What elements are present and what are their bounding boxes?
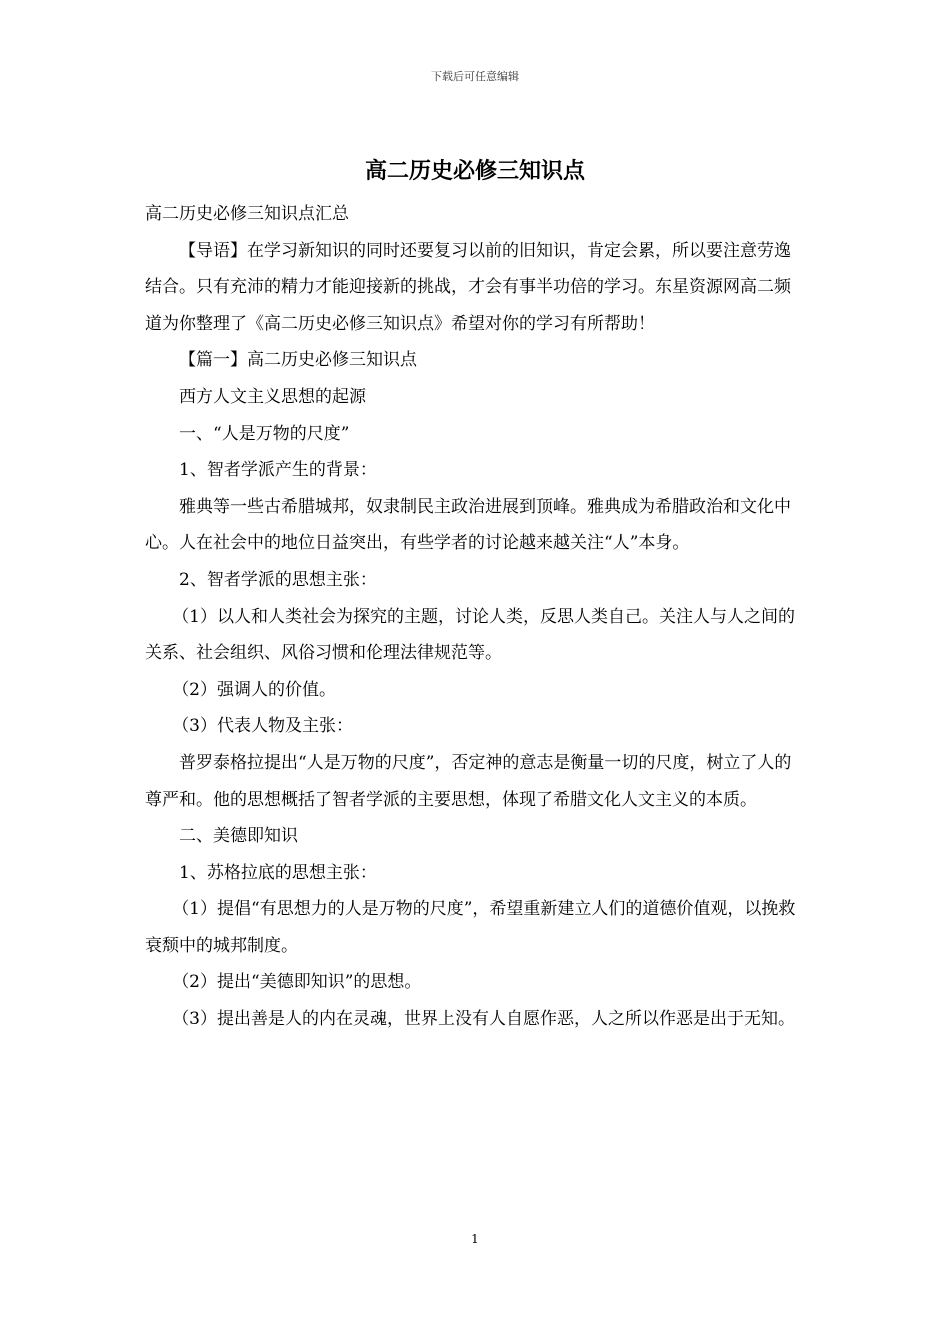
paragraph-subheading-1-1: 1、智者学派产生的背景： — [179, 460, 377, 481]
paragraph-subheading-1-2: 2、智者学派的思想主张： — [179, 569, 377, 590]
paragraph-point-2: （2）强调人的价值。 — [172, 679, 337, 700]
paragraph-point-1: （1）以人和人类社会为探究的主题，讨论人类，反思人类自己。关注人与人之间的关系、社会组织、风俗习惯和伦理法律规范等。 — [145, 606, 796, 664]
page-header-note: 下载后可任意编辑 — [431, 70, 519, 83]
paragraph-heading-1: 一、“人是万物的尺度” — [179, 423, 350, 444]
paragraph-heading-2: 二、美德即知识 — [179, 826, 298, 847]
paragraph-point-3: （3）代表人物及主张： — [172, 716, 354, 737]
paragraph-subheading-2-1: 1、苏格拉底的思想主张： — [179, 862, 377, 883]
document-body — [145, 196, 807, 1038]
paragraph-protagoras: 普罗泰格拉提出“人是万物的尺度”，否定神的意志是衡量一切的尺度，树立了人的尊严和。他的思想概括了智者学派的主要思想，体现了希腊文化人文主义的本质。 — [145, 752, 792, 810]
paragraph-socrates-point-2: （2）提出“美德即知识”的思想。 — [172, 972, 422, 993]
paragraph-background: 雅典等一些古希腊城邦，奴隶制民主政治进展到顶峰。雅典成为希腊政治和文化中心。人在社会中的地位日益突出，有些学者的讨论越来越关注“人”本身。 — [145, 496, 791, 554]
paragraph-socrates-point-3: （3）提出善是人的内在灵魂，世界上没有人自愿作恶，人之所以作恶是出于无知。 — [172, 1009, 796, 1030]
paragraph-intro: 【导语】在学习新知识的同时还要复习以前的旧知识，肯定会累，所以要注意劳逸结合。只有充沛的精力才能迎接新的挑战，才会有事半功倍的学习。东星资源网高二频道为你整理了《高二历史必修三知识点》希望对你的学习有所帮助！ — [145, 240, 791, 334]
page-number: 1 — [471, 1232, 479, 1246]
paragraph-subtitle: 高二历史必修三知识点汇总 — [145, 204, 349, 224]
paragraph-socrates-point-1: （1）提倡“有思想力的人是万物的尺度”，希望重新建立人们的道德价值观，以挽救衰颓中的城邦制度。 — [145, 899, 796, 956]
paragraph-topic: 西方人文主义思想的起源 — [179, 386, 366, 407]
document-title: 高二历史必修三知识点 — [364, 159, 585, 184]
paragraph-section-one: 【篇一】高二历史必修三知识点 — [179, 350, 417, 371]
